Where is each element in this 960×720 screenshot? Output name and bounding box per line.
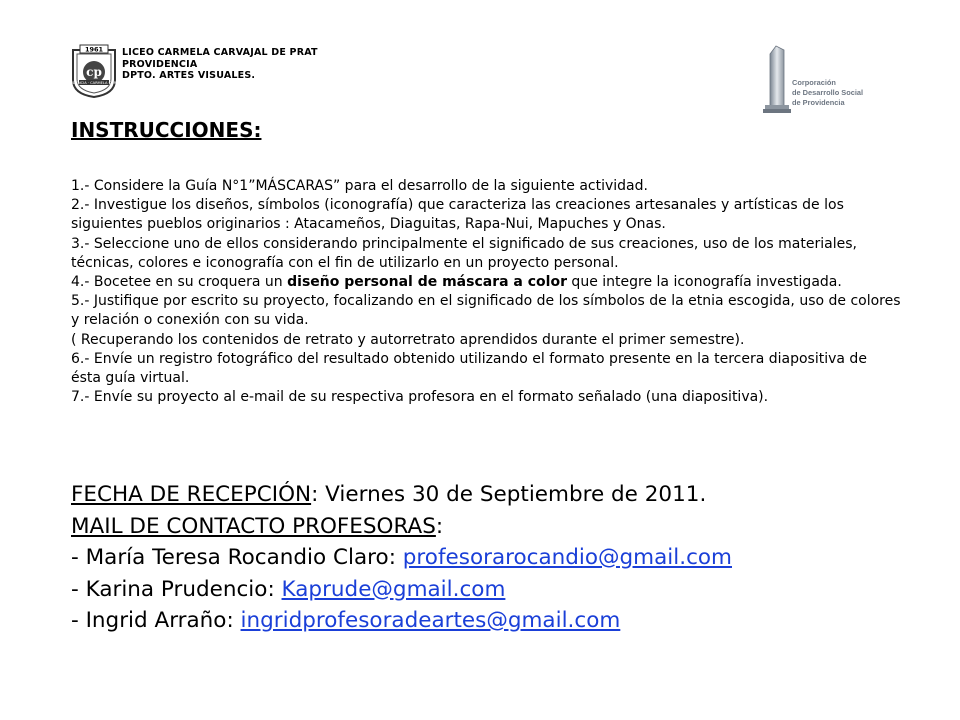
school-crest-logo xyxy=(61,44,127,98)
svg-text:PROVIDENCIA · CARMELA CARVAJAL: PROVIDENCIA · CARMELA CARVAJAL xyxy=(61,81,127,85)
instruction-7: 7.- Envíe su proyecto al e-mail de su respectiva profesora en el formato señalado (una diapositiva). xyxy=(71,389,769,406)
deadline-label: FECHA DE RECEPCIÓN xyxy=(71,482,312,507)
corporation-name: Corporación de Desarrollo Social de Providencia xyxy=(792,78,864,107)
svg-text:cp: cp xyxy=(86,65,102,79)
instructions-list xyxy=(71,177,901,407)
deadline-line xyxy=(71,479,931,511)
contact-email-link[interactable]: profesorarocandio@gmail.com xyxy=(402,545,732,570)
contact-item xyxy=(71,605,931,637)
instruction-6: 6.- Envíe un registro fotográfico del resultado obtenido utilizando el formato presente en la tercera diapositiva de ésta guía virtual. xyxy=(71,350,867,387)
instruction-4-emphasis: diseño personal de máscara a color xyxy=(287,274,567,291)
contact-section xyxy=(71,479,931,637)
contact-item xyxy=(71,574,931,606)
instruction-3: 3.- Seleccione uno de ellos considerando principalmente el significado de sus creaciones, uso de los materiales, técnicas, colores e iconografía con el fin de utilizarlo en un proyecto personal. xyxy=(71,235,857,271)
page-title: INSTRUCCIONES: xyxy=(71,118,262,142)
svg-text:1961: 1961 xyxy=(84,45,104,54)
contact-name: - Ingrid Arraño: xyxy=(71,608,241,633)
instruction-5-note: ( Recuperando los contenidos de retrato y autorretrato aprendidos durante el primer semestre). xyxy=(71,331,745,348)
school-header xyxy=(122,47,318,82)
instruction-4: 4.- Bocetee en su croquera un diseño personal de máscara a color que integre la iconografía investigada. xyxy=(71,274,842,291)
contact-email-link[interactable]: ingridprofesoradeartes@gmail.com xyxy=(240,608,621,633)
instruction-1: 1.- Considere la Guía N°1”MÁSCARAS” para el desarrollo de la siguiente actividad. xyxy=(71,178,648,194)
contact-name: - María Teresa Rocandio Claro: xyxy=(71,545,403,570)
school-department: DPTO. ARTES VISUALES. xyxy=(122,70,256,81)
instruction-5: 5.- Justifique por escrito su proyecto, focalizando en el significado de los símbolos de la etnia escogida, uso de colores y relación o conexión con su vida. xyxy=(71,293,901,329)
pillar-icon xyxy=(762,44,792,114)
instruction-2: 2.- Investigue los diseños, símbolos (iconografía) que caracteriza las creaciones artesanales y artísticas de los siguientes pueblos originarios : Atacameños, Diaguitas, Rapa-Nui, Mapuches y Onas. xyxy=(71,197,844,233)
contact-email-link[interactable]: Kaprude@gmail.com xyxy=(281,576,506,602)
school-commune: PROVIDENCIA xyxy=(122,58,198,70)
corporation-logo xyxy=(762,44,880,114)
contact-item xyxy=(71,542,931,574)
contact-name: - Karina Prudencio: xyxy=(71,576,282,602)
contacts-heading: MAIL DE CONTACTO PROFESORAS: xyxy=(71,513,444,539)
deadline-value: : Viernes 30 de Septiembre de 2011. xyxy=(311,482,707,507)
school-name: LICEO CARMELA CARVAJAL DE PRAT xyxy=(122,47,318,58)
